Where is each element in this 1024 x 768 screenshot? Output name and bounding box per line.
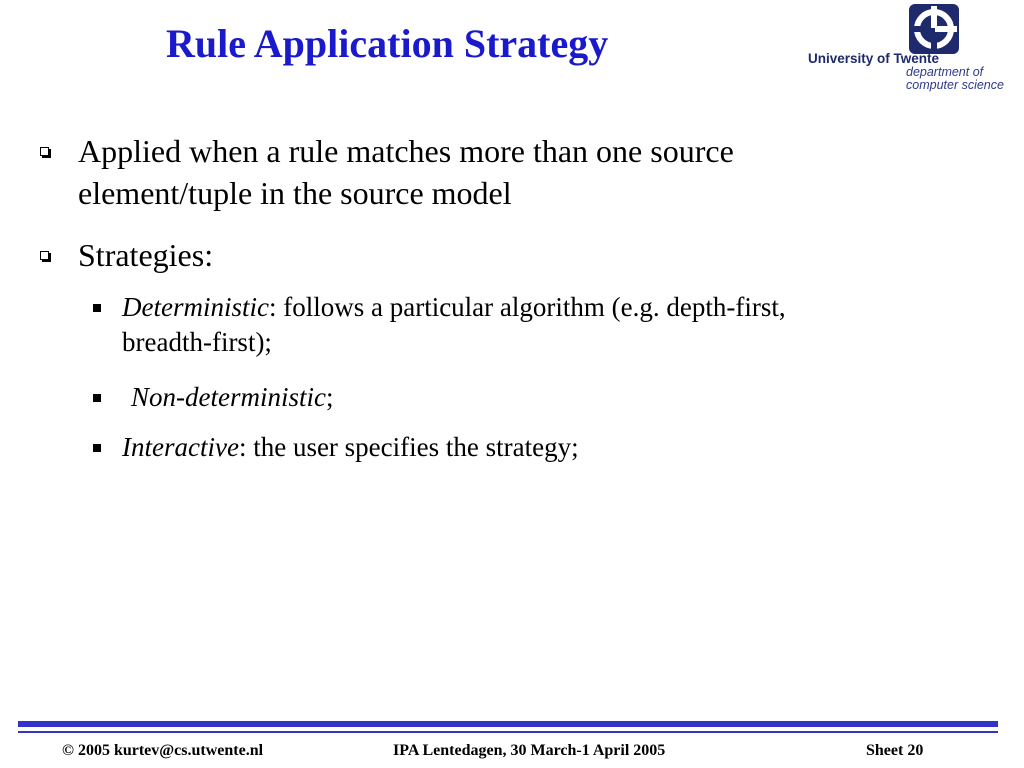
department-line-1: department of [906,65,984,79]
sub-bullet-line [122,380,982,415]
sub-bullet-non-deterministic [122,380,982,415]
department-line-2: computer science [906,78,1004,92]
filled-square-bullet-icon [93,444,101,452]
term-description: : the user specifies the strategy; [238,432,579,462]
bullet-text: Strategies: [78,237,214,273]
filled-square-bullet-icon [93,304,101,312]
sub-bullet-interactive [122,430,982,465]
term-interactive: Interactive [122,432,239,462]
sub-bullet-deterministic [122,290,982,360]
sub-bullet-line [122,430,982,465]
term-deterministic: Deterministic [122,292,269,322]
footer-copyright: © 2005 kurtev@cs.utwente.nl [62,742,264,759]
footer-divider-thin [18,731,998,733]
department-name [906,66,1004,92]
sub-bullet-line-1 [122,290,982,325]
footer-event: IPA Lentedagen, 30 March-1 April 2005 [393,742,666,759]
footer-divider-thick [18,721,998,727]
university-logo [808,4,1020,96]
bullet-strategies [78,234,908,276]
term-non-deterministic: Non-deterministic [131,382,326,412]
term-description: ; [325,382,334,412]
term-description: : follows a particular algorithm (e.g. depth-first, [268,292,786,322]
hollow-square-bullet-icon [40,251,49,260]
slide-title: Rule Application Strategy [166,21,609,66]
bullet-text-line-1: Applied when a rule matches more than one source [78,133,734,169]
footer-sheet-number: Sheet 20 [866,742,924,759]
university-name: University of Twente [808,51,940,66]
hollow-square-bullet-icon [40,147,49,156]
sub-bullet-line-2: breadth-first); [122,327,272,357]
bullet-text-line-2: element/tuple in the source model [78,175,512,211]
bullet-applied [78,130,908,214]
university-emblem-icon [909,4,959,54]
filled-square-bullet-icon [93,394,101,402]
